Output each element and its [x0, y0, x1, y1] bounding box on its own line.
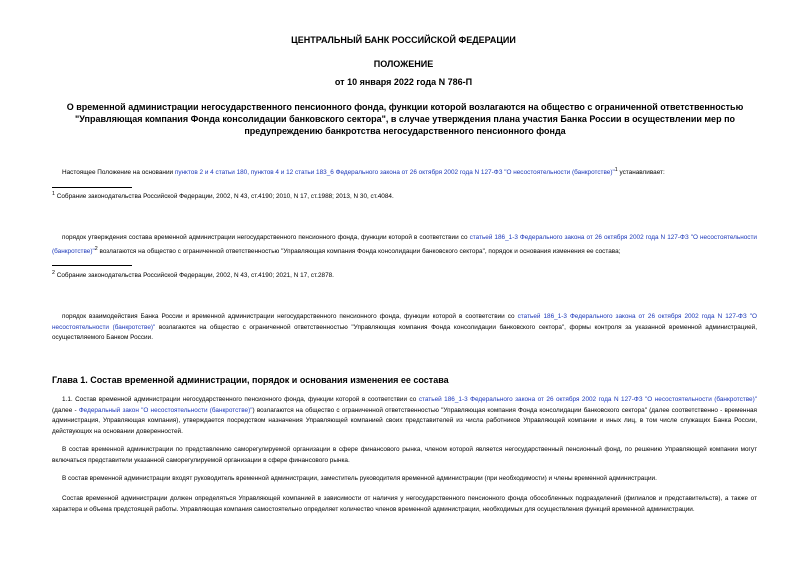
chapter-1-paragraph-3: В состав временной администрации входят руководитель временной администрации, заместитель руководителя временной администрации (при необходимости) и члены временной администрации. [62, 475, 657, 482]
clause-1-1-text-end: ) возлагаются на общество с ограниченной ответственностью "Управляющая компания Фонда консолидации банковского сектора" (далее соответственно - временная администрация, Управляющая компания), утверждается посредством назначения Управляющей компанией своих представителей из числа работников Управляющей компании и иных лиц, в том числе служащих Банка России, действующих на основании доверенностей. [52, 406, 758, 435]
intro-text-end: устанавливает: [617, 169, 665, 177]
chapter-1-paragraph-1 [52, 395, 757, 437]
chapter-1-heading: Глава 1. Состав временной администрации, порядок и основания изменения ее состава [52, 375, 449, 385]
intro-paragraph: Настоящее Положение на основании пунктов 2 и 4 статьи 180, пунктов 4 и 12 статьи 183_6 Федерального закона от 26 октября 2002 года N 127-ФЗ "О несостоятельности (банкротстве)"$^1$ устанавливает: [62, 167, 665, 177]
document-date-number: от 10 января 2022 года N 786-П [334, 77, 473, 87]
footnote-2-text: Собрание законодательства Российской Федерации, 2002, N 43, ст.4190; 2021, N 17, ст.2878. [56, 272, 334, 280]
clause-1-1-text: 1.1. Состав временной администрации негосударственного пенсионного фонда, функции которой в соответствии со [62, 396, 419, 403]
clause-1-1-law-short-link[interactable]: Федеральный закон "О несостоятельности (банкротстве)" [78, 406, 253, 414]
item-1-law-link[interactable]: статьей 186_1-3 Федерального закона от 26 октября 2002 года N 127-ФЗ "О несостоятельности (банкротстве)" [52, 234, 757, 255]
document-title: О временной администрации негосударственного пенсионного фонда, функции которой возлагаются на общество с ограниченной ответственностью "Управляющая компания Фонда консолидации банковского сектора", в случае утверждения плана участия Банка России в осуществлении мер по предупреждению банкротства негосударственного пенсионного фонда [66, 102, 744, 136]
issuer-heading: ЦЕНТРАЛЬНЫЙ БАНК РОССИЙСКОЙ ФЕДЕРАЦИИ [291, 35, 516, 45]
item-1-text: порядок утверждения состава временной администрации негосударственного пенсионного фонда, функции которой в соответствии со [62, 234, 470, 241]
footnote-1-text: Собрание законодательства Российской Федерации, 2002, N 43, ст.4190; 2010, N 17, ст.1988; 2013, N 30, ст.4084. [56, 193, 394, 201]
footnote-2: $^2$ Собрание законодательства Российской Федерации, 2002, N 43, ст.4190; 2021, N 17, ст.2878. [52, 270, 334, 280]
intro-law-link[interactable]: пунктов 2 и 4 статьи 180, пунктов 4 и 12 статьи 183_6 Федерального закона от 26 октября 2002 года N 127-ФЗ "О несостоятельности (банкротстве)" [174, 169, 615, 177]
clause-1-1-text-mid: (далее - [52, 406, 79, 414]
item-1-text-end: возлагаются на общество с ограниченной ответственностью "Управляющая компания Фонда консолидации банковского сектора", порядок и основания изменения ее состава; [99, 247, 621, 255]
item-2-paragraph [52, 312, 757, 344]
item-2-text-end: возлагаются на общество с ограниченной ответственностью "Управляющая компания Фонда консолидации банковского сектора", формы контроля за указанной временной администрацией, осуществляемого Банком России. [52, 323, 757, 341]
item-2-text: порядок взаимодействия Банка России и временной администрации негосударственного пенсионного фонда, функции которой в соответствии со [62, 313, 518, 320]
item-1-paragraph: порядок утверждения состава временной администрации негосударственного пенсионного фонда, функции которой в соответствии со статьей 186_1-3 Федерального закона от 26 октября 2002 года N 127-ФЗ "О несостоятельности (банкротстве)"$^2$ возлагаются на общество с ограниченной ответственностью "Управляющая компания Фонда консолидации банковского сектора", порядок и основания изменения ее состава; [52, 234, 757, 255]
footnote-1: $^1$ Собрание законодательства Российской Федерации, 2002, N 43, ст.4190; 2010, N 17, ст.1988; 2013, N 30, ст.4084. [52, 191, 394, 201]
document-type: ПОЛОЖЕНИЕ [373, 59, 434, 69]
item-2-law-link[interactable]: статьей 186_1-3 Федерального закона от 26 октября 2002 года N 127-ФЗ "О несостоятельности (банкротстве)" [52, 313, 758, 331]
chapter-1-paragraph-2: В состав временной администрации по представлению саморегулируемой организации в сфере финансового рынка, членом которой является негосударственный пенсионный фонд, по решению Управляющей компании могут включаться представители указанной саморегулируемой организации в сфере финансового рынка. [52, 446, 757, 464]
footnote-separator [52, 265, 132, 266]
footnote-separator [52, 187, 132, 188]
intro-text: Настоящее Положение на основании [62, 169, 175, 177]
chapter-1-paragraph-4: Состав временной администрации должен определяться Управляющей компанией в зависимости от наличия у негосударственного пенсионного фонда обособленных подразделений (филиалов и представительств), а также от характера и объема предстоящей работы. Управляющая компания самостоятельно определяет количество членов временной администрации, необходимых для осуществления функций временной администрации. [52, 495, 757, 513]
clause-1-1-law-link[interactable]: статьей 186_1-3 Федерального закона от 26 октября 2002 года N 127-ФЗ "О несостоятельности (банкротстве)" [418, 396, 757, 403]
